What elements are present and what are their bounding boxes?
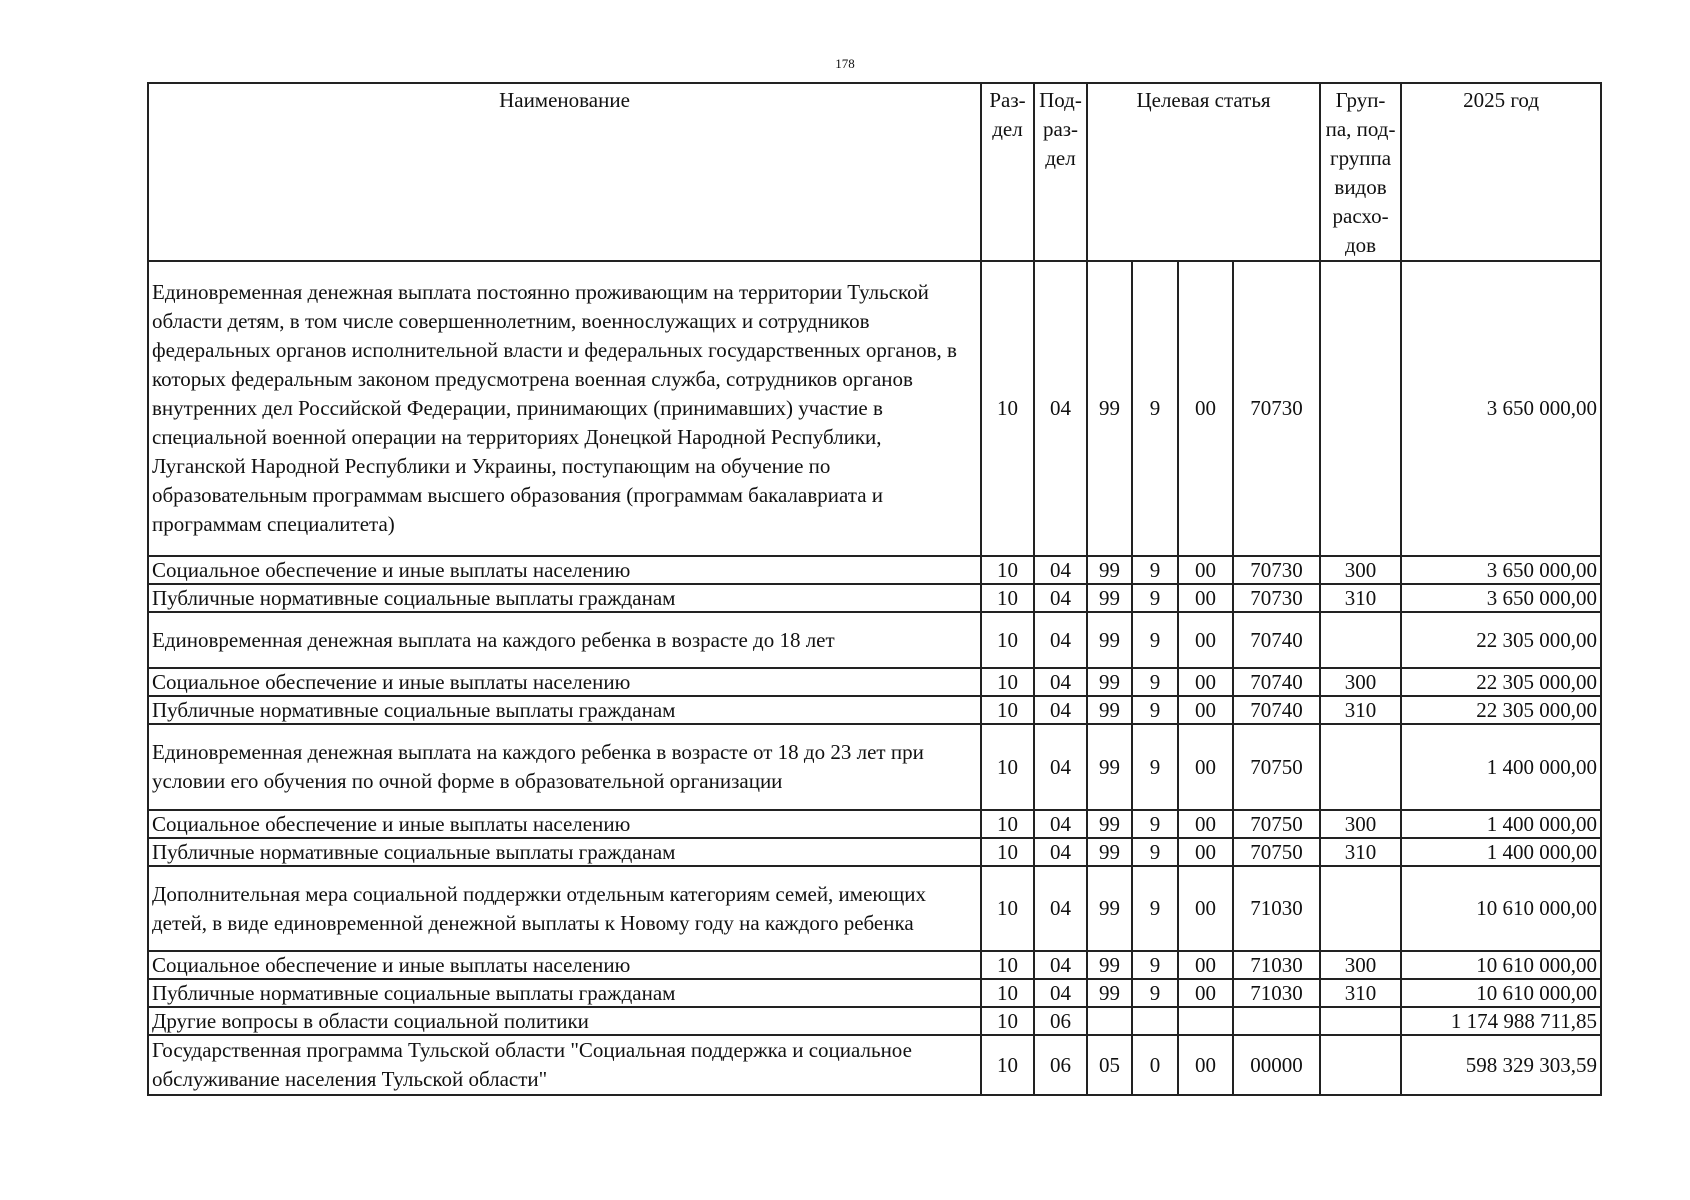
row-vid-raskhodov: 310 (1320, 979, 1401, 1007)
row-tselevaya-program: 05 (1087, 1035, 1132, 1095)
table-row (148, 556, 1601, 584)
row-tselevaya-direction: 71030 (1233, 979, 1320, 1007)
row-podrazdel: 04 (1034, 668, 1087, 696)
row-name: Социальное обеспечение и иные выплаты населению (148, 951, 981, 979)
row-tselevaya-program: 99 (1087, 668, 1132, 696)
row-tselevaya-program: 99 (1087, 838, 1132, 866)
row-vid-raskhodov (1320, 261, 1401, 556)
row-tselevaya-program: 99 (1087, 810, 1132, 838)
header-podrazdel: Под- раз- дел (1034, 83, 1087, 261)
row-tselevaya-direction: 71030 (1233, 866, 1320, 951)
table-body (148, 261, 1601, 1095)
table-row (148, 1007, 1601, 1035)
table-header-row (148, 83, 1601, 261)
row-amount: 22 305 000,00 (1401, 612, 1601, 668)
row-tselevaya-type: 9 (1132, 668, 1178, 696)
row-amount: 1 400 000,00 (1401, 724, 1601, 810)
row-amount: 3 650 000,00 (1401, 261, 1601, 556)
header-name: Наименование (148, 83, 981, 261)
row-amount: 22 305 000,00 (1401, 696, 1601, 724)
table-row (148, 866, 1601, 951)
row-razdel: 10 (981, 724, 1034, 810)
table-row (148, 838, 1601, 866)
row-name: Публичные нормативные социальные выплаты гражданам (148, 584, 981, 612)
table-row (148, 724, 1601, 810)
row-tselevaya-subprogram: 00 (1178, 1035, 1233, 1095)
row-tselevaya-type: 9 (1132, 696, 1178, 724)
table-row (148, 696, 1601, 724)
row-tselevaya-type: 0 (1132, 1035, 1178, 1095)
row-tselevaya-subprogram: 00 (1178, 979, 1233, 1007)
row-vid-raskhodov: 300 (1320, 668, 1401, 696)
row-podrazdel: 06 (1034, 1007, 1087, 1035)
table-row (148, 261, 1601, 556)
page-number: 178 (835, 56, 855, 71)
row-tselevaya-type: 9 (1132, 810, 1178, 838)
row-tselevaya-type: 9 (1132, 584, 1178, 612)
row-razdel: 10 (981, 556, 1034, 584)
row-razdel: 10 (981, 1007, 1034, 1035)
row-tselevaya-direction: 70750 (1233, 838, 1320, 866)
row-podrazdel: 04 (1034, 612, 1087, 668)
row-name: Единовременная денежная выплата на каждого ребенка в возрасте от 18 до 23 лет при условии его обучения по очной форме в образовательной организации (148, 724, 981, 810)
row-razdel: 10 (981, 951, 1034, 979)
row-tselevaya-subprogram: 00 (1178, 668, 1233, 696)
row-tselevaya-direction: 70730 (1233, 584, 1320, 612)
table-row (148, 668, 1601, 696)
row-vid-raskhodov (1320, 1007, 1401, 1035)
row-name: Дополнительная мера социальной поддержки отдельным категориям семей, имеющих детей, в виде единовременной денежной выплаты к Новому году на каждого ребенка (148, 866, 981, 951)
row-podrazdel: 04 (1034, 584, 1087, 612)
row-name: Социальное обеспечение и иные выплаты населению (148, 556, 981, 584)
row-razdel: 10 (981, 696, 1034, 724)
table-row (148, 810, 1601, 838)
row-tselevaya-direction: 71030 (1233, 951, 1320, 979)
row-tselevaya-subprogram: 00 (1178, 584, 1233, 612)
row-razdel: 10 (981, 668, 1034, 696)
row-name: Единовременная денежная выплата постоянно проживающим на территории Тульской области детям, в том числе совершеннолетним, военнослужащих и сотрудников федеральных органов исполнительной власти и федеральных государственных органов, в которых федеральным законом предусмотрена военная служба, сотрудников органов внутренних дел Российской Федерации, принимающих (принимавших) участие в специальной военной операции на территориях Донецкой Народной Республики, Луганской Народной Республики и Украины, поступающим на обучение по образовательным программам высшего образования (программам бакалавриата и программам специалитета) (148, 261, 981, 556)
row-tselevaya-direction: 70730 (1233, 556, 1320, 584)
table-row (148, 1035, 1601, 1095)
row-tselevaya-subprogram (1178, 1007, 1233, 1035)
row-tselevaya-type: 9 (1132, 724, 1178, 810)
row-tselevaya-direction: 70730 (1233, 261, 1320, 556)
row-tselevaya-subprogram: 00 (1178, 866, 1233, 951)
row-tselevaya-type: 9 (1132, 838, 1178, 866)
row-razdel: 10 (981, 584, 1034, 612)
row-amount: 10 610 000,00 (1401, 951, 1601, 979)
header-tselevaya-statya: Целевая статья (1087, 83, 1320, 261)
row-tselevaya-direction (1233, 1007, 1320, 1035)
row-podrazdel: 04 (1034, 979, 1087, 1007)
table-row (148, 951, 1601, 979)
row-tselevaya-type: 9 (1132, 951, 1178, 979)
row-razdel: 10 (981, 612, 1034, 668)
row-tselevaya-subprogram: 00 (1178, 556, 1233, 584)
row-razdel: 10 (981, 810, 1034, 838)
row-podrazdel: 04 (1034, 261, 1087, 556)
row-name: Государственная программа Тульской области "Социальная поддержка и социальное обслуживание населения Тульской области" (148, 1035, 981, 1095)
row-amount: 3 650 000,00 (1401, 556, 1601, 584)
row-tselevaya-program: 99 (1087, 866, 1132, 951)
row-razdel: 10 (981, 866, 1034, 951)
row-podrazdel: 04 (1034, 838, 1087, 866)
row-tselevaya-type: 9 (1132, 866, 1178, 951)
header-razdel: Раз- дел (981, 83, 1034, 261)
row-podrazdel: 04 (1034, 951, 1087, 979)
row-vid-raskhodov (1320, 612, 1401, 668)
row-podrazdel: 06 (1034, 1035, 1087, 1095)
row-vid-raskhodov: 310 (1320, 696, 1401, 724)
row-tselevaya-direction: 70740 (1233, 612, 1320, 668)
row-tselevaya-type: 9 (1132, 261, 1178, 556)
row-tselevaya-subprogram: 00 (1178, 838, 1233, 866)
row-vid-raskhodov (1320, 866, 1401, 951)
row-tselevaya-program: 99 (1087, 261, 1132, 556)
row-tselevaya-type: 9 (1132, 612, 1178, 668)
row-tselevaya-direction: 70740 (1233, 696, 1320, 724)
row-tselevaya-subprogram: 00 (1178, 951, 1233, 979)
row-tselevaya-subprogram: 00 (1178, 810, 1233, 838)
row-tselevaya-direction: 70740 (1233, 668, 1320, 696)
row-vid-raskhodov: 300 (1320, 951, 1401, 979)
row-tselevaya-subprogram: 00 (1178, 724, 1233, 810)
row-name: Публичные нормативные социальные выплаты гражданам (148, 979, 981, 1007)
row-name: Другие вопросы в области социальной политики (148, 1007, 981, 1035)
row-amount: 3 650 000,00 (1401, 584, 1601, 612)
row-name: Публичные нормативные социальные выплаты гражданам (148, 696, 981, 724)
row-podrazdel: 04 (1034, 724, 1087, 810)
row-vid-raskhodov: 310 (1320, 584, 1401, 612)
row-podrazdel: 04 (1034, 696, 1087, 724)
row-tselevaya-direction: 00000 (1233, 1035, 1320, 1095)
row-vid-raskhodov (1320, 724, 1401, 810)
table-row (148, 979, 1601, 1007)
table-row (148, 584, 1601, 612)
row-tselevaya-program: 99 (1087, 724, 1132, 810)
row-amount: 10 610 000,00 (1401, 866, 1601, 951)
row-amount: 1 400 000,00 (1401, 838, 1601, 866)
row-tselevaya-direction: 70750 (1233, 810, 1320, 838)
row-tselevaya-program: 99 (1087, 696, 1132, 724)
budget-table (147, 82, 1602, 1096)
row-name: Социальное обеспечение и иные выплаты населению (148, 668, 981, 696)
row-razdel: 10 (981, 979, 1034, 1007)
row-podrazdel: 04 (1034, 866, 1087, 951)
row-razdel: 10 (981, 1035, 1034, 1095)
row-podrazdel: 04 (1034, 556, 1087, 584)
row-tselevaya-direction: 70750 (1233, 724, 1320, 810)
header-gruppa-vidov-raskhodov: Груп- па, под- группа видов расхо- дов (1320, 83, 1401, 261)
row-name: Публичные нормативные социальные выплаты гражданам (148, 838, 981, 866)
row-tselevaya-subprogram: 00 (1178, 261, 1233, 556)
row-tselevaya-subprogram: 00 (1178, 696, 1233, 724)
header-year: 2025 год (1401, 83, 1601, 261)
row-razdel: 10 (981, 838, 1034, 866)
row-tselevaya-program: 99 (1087, 584, 1132, 612)
row-tselevaya-program: 99 (1087, 951, 1132, 979)
row-vid-raskhodov (1320, 1035, 1401, 1095)
row-name: Социальное обеспечение и иные выплаты населению (148, 810, 981, 838)
row-vid-raskhodov: 310 (1320, 838, 1401, 866)
row-razdel: 10 (981, 261, 1034, 556)
row-tselevaya-program (1087, 1007, 1132, 1035)
row-amount: 10 610 000,00 (1401, 979, 1601, 1007)
row-amount: 22 305 000,00 (1401, 668, 1601, 696)
row-amount: 1 400 000,00 (1401, 810, 1601, 838)
row-tselevaya-program: 99 (1087, 556, 1132, 584)
row-podrazdel: 04 (1034, 810, 1087, 838)
row-tselevaya-program: 99 (1087, 979, 1132, 1007)
row-tselevaya-type: 9 (1132, 556, 1178, 584)
row-vid-raskhodov: 300 (1320, 556, 1401, 584)
row-amount: 1 174 988 711,85 (1401, 1007, 1601, 1035)
row-tselevaya-program: 99 (1087, 612, 1132, 668)
row-amount: 598 329 303,59 (1401, 1035, 1601, 1095)
row-name: Единовременная денежная выплата на каждого ребенка в возрасте до 18 лет (148, 612, 981, 668)
row-tselevaya-subprogram: 00 (1178, 612, 1233, 668)
row-vid-raskhodov: 300 (1320, 810, 1401, 838)
table-row (148, 612, 1601, 668)
row-tselevaya-type (1132, 1007, 1178, 1035)
row-tselevaya-type: 9 (1132, 979, 1178, 1007)
